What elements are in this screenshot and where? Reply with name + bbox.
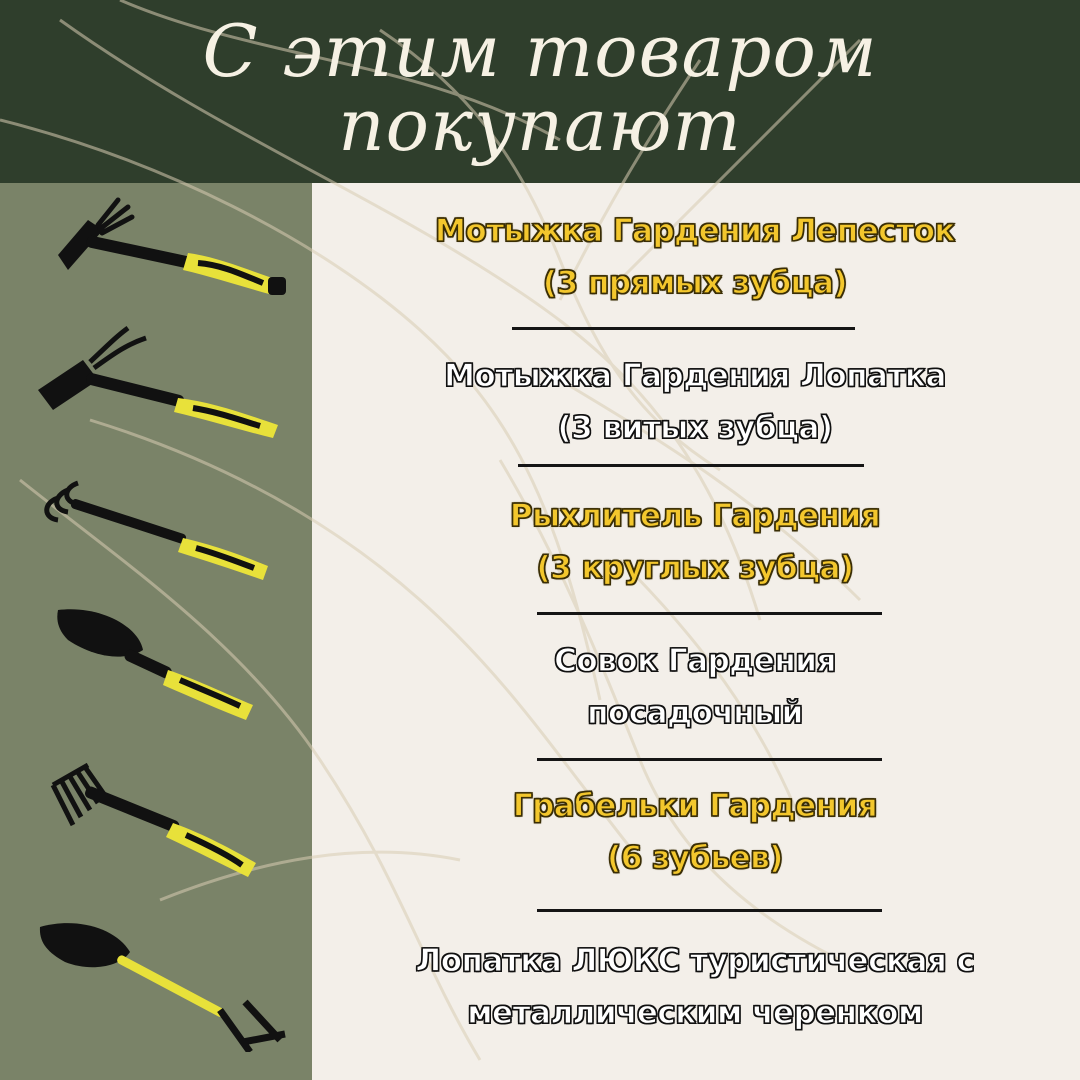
product-name: Совок Гардения <box>554 643 836 679</box>
product-name: Лопатка ЛЮКС туристическая с <box>415 943 975 979</box>
hoe-spade-icon <box>28 320 298 440</box>
product-spec: (3 прямых зубца) <box>542 265 848 301</box>
title-line-2: покупают <box>338 83 742 167</box>
cultivator-icon <box>28 478 298 588</box>
divider <box>537 758 882 761</box>
page-title <box>0 9 1080 167</box>
title-line-1: С этим товаром <box>202 9 878 93</box>
trowel-icon <box>28 600 298 730</box>
rake-icon <box>28 755 298 885</box>
product-item-hoe-petal <box>330 205 1060 309</box>
product-item-trowel <box>330 635 1060 739</box>
divider <box>512 327 855 330</box>
divider <box>537 612 882 615</box>
product-spec: (3 круглых зубца) <box>536 550 854 586</box>
product-name: Мотыжка Гардения Лопатка <box>444 358 946 394</box>
divider <box>537 909 882 912</box>
shovel-icon <box>35 912 305 1052</box>
product-name: Грабельки Гардения <box>512 788 878 824</box>
product-item-rake <box>330 780 1060 884</box>
product-item-shovel <box>330 935 1060 1039</box>
product-item-hoe-spade <box>330 350 1060 454</box>
divider <box>518 464 864 467</box>
product-name: Рыхлитель Гардения <box>509 498 881 534</box>
product-spec: металлическим черенком <box>467 995 923 1031</box>
product-spec: (6 зубьев) <box>607 840 783 876</box>
product-spec: посадочный <box>587 695 803 731</box>
product-spec: (3 витых зубца) <box>557 410 833 446</box>
product-name: Мотыжка Гардения Лепесток <box>435 213 955 249</box>
hoe-petal-icon <box>28 195 298 305</box>
product-item-cultivator <box>330 490 1060 594</box>
